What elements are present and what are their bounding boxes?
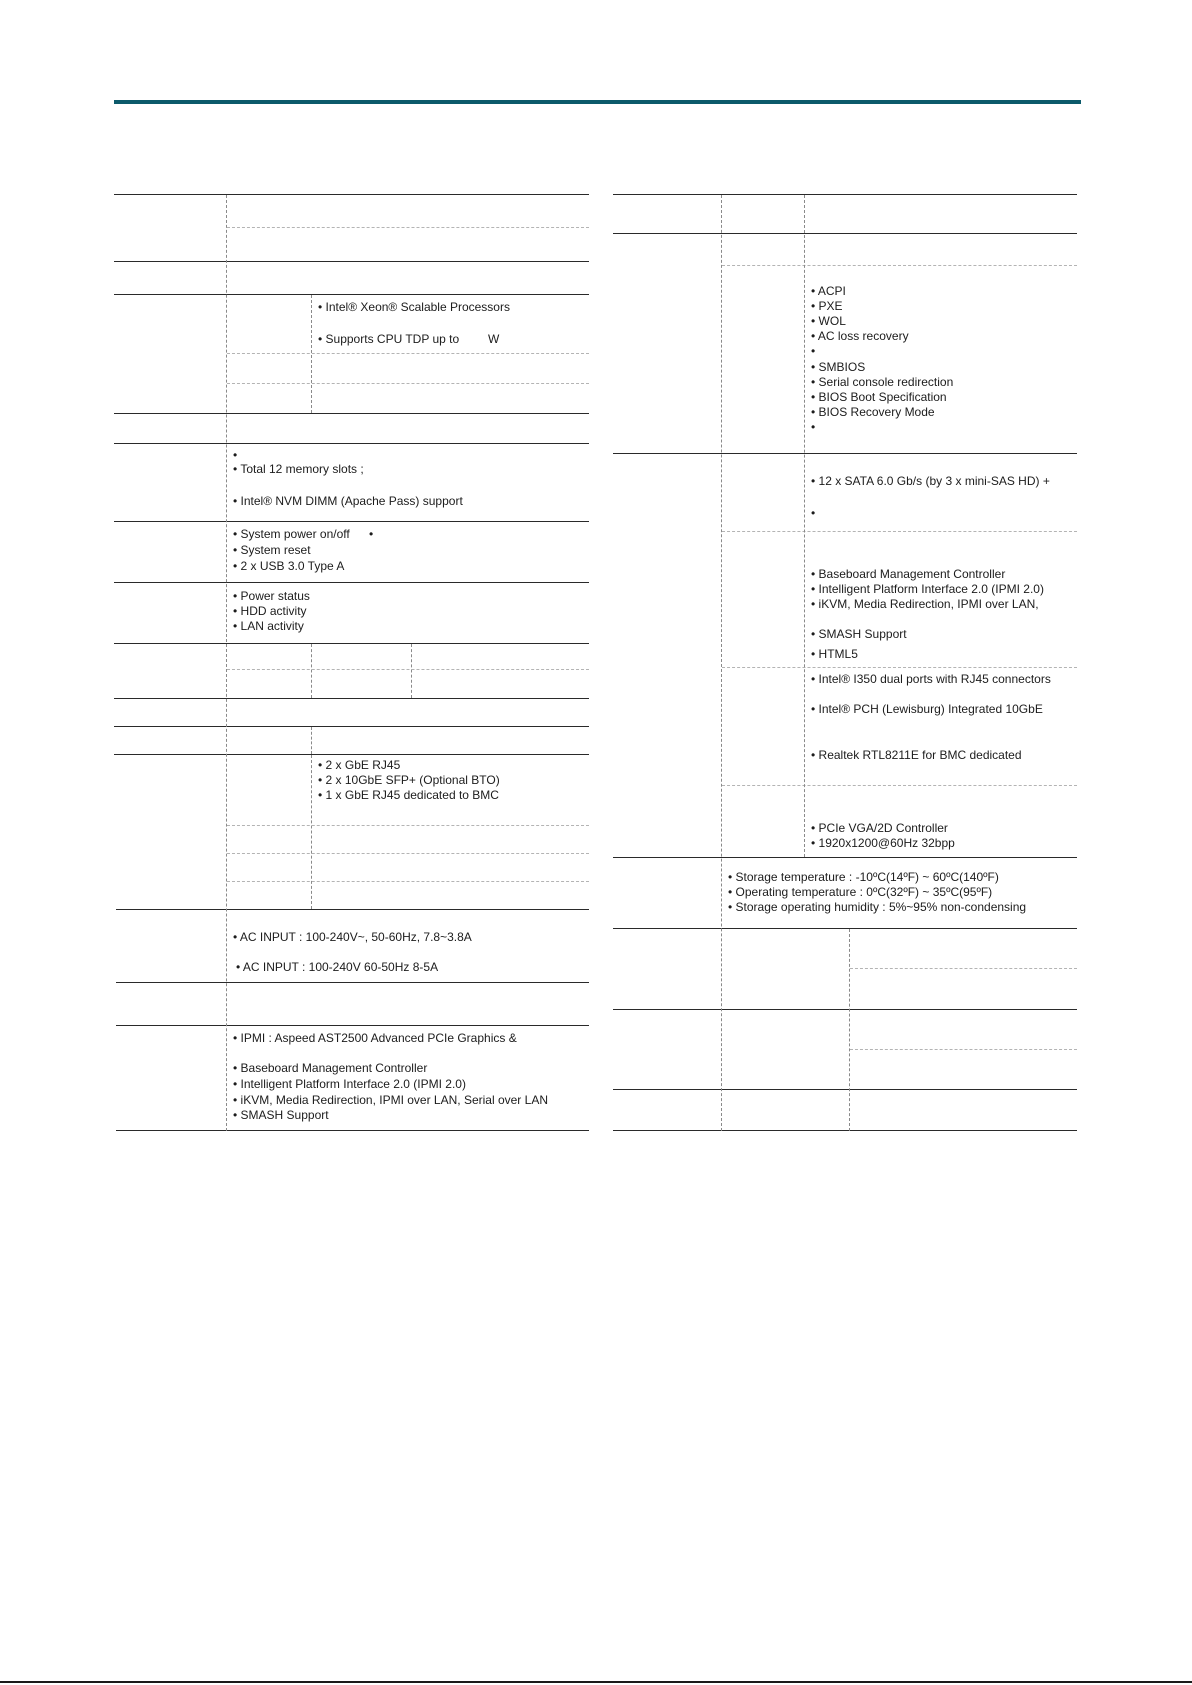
bmc-html5: • HTML5: [811, 647, 858, 661]
front-usb: • 2 x USB 3.0 Type A: [233, 559, 345, 573]
power-ac-input-2: • AC INPUT : 100-240V 60-50Hz 8-5A: [236, 960, 439, 974]
table-rule: [114, 521, 589, 522]
mgmt-smash: • SMASH Support: [233, 1108, 329, 1122]
table-rule: [114, 443, 589, 444]
table-subrule: [227, 881, 589, 882]
table-rule: [114, 726, 589, 727]
memory-bullet: •: [233, 448, 238, 462]
table-subrule: [722, 265, 1077, 266]
table-rule: [613, 233, 1077, 234]
led-hdd-activity: • HDD activity: [233, 604, 307, 618]
table-column-rule: [311, 644, 312, 698]
network-pch-10gbe: • Intel® PCH (Lewisburg) Integrated 10GbE: [811, 702, 1043, 716]
table-subrule: [227, 383, 589, 384]
table-subrule: [722, 785, 1077, 786]
bios-bullet: •: [811, 344, 816, 358]
table-rule: [613, 857, 1077, 858]
table-rule: [613, 1009, 1077, 1010]
bios-recovery: • BIOS Recovery Mode: [811, 405, 935, 419]
table-rule: [116, 1130, 589, 1131]
table-column-rule: [311, 755, 312, 909]
front-button-bullet: •: [369, 527, 374, 541]
table-rule: [114, 294, 589, 295]
table-subrule: [227, 853, 589, 854]
cpu-tdp: • Supports CPU TDP up to: [318, 332, 460, 346]
table-subrule: [227, 669, 589, 670]
footer-rule: [0, 1681, 1192, 1683]
lan-gbe: • 2 x GbE RJ45: [318, 758, 401, 772]
header-rule: [114, 100, 1081, 104]
front-button-power: • System power on/off: [233, 527, 350, 541]
table-rule: [114, 754, 589, 755]
led-lan-activity: • LAN activity: [233, 619, 304, 633]
table-subrule: [722, 667, 1077, 668]
led-power-status: • Power status: [233, 589, 310, 603]
table-rule: [613, 1130, 1077, 1131]
table-rule: [114, 582, 589, 583]
table-column-rule: [311, 295, 312, 413]
memory-nvdimm: • Intel® NVM DIMM (Apache Pass) support: [233, 494, 463, 508]
table-column-rule: [849, 929, 850, 1131]
table-subrule: [722, 531, 1077, 532]
env-humidity: • Storage operating humidity : 5%~95% non-condensing: [728, 900, 1027, 914]
bios-boot-spec: • BIOS Boot Specification: [811, 390, 947, 404]
table-rule: [613, 928, 1077, 929]
network-i350: • Intel® I350 dual ports with RJ45 connectors: [811, 672, 1051, 686]
bios-smbios: • SMBIOS: [811, 360, 866, 374]
mgmt-ipmi: • IPMI : Aspeed AST2500 Advanced PCIe Graphics &: [233, 1031, 517, 1045]
table-rule: [114, 698, 589, 699]
table-rule: [114, 261, 589, 262]
table-rule: [114, 643, 589, 644]
graphics-vga: • PCIe VGA/2D Controller: [811, 821, 948, 835]
front-button-reset: • System reset: [233, 543, 311, 557]
bios-wol: • WOL: [811, 314, 846, 328]
bios-pxe: • PXE: [811, 299, 843, 313]
bios-serial-console: • Serial console redirection: [811, 375, 954, 389]
mgmt-ipmi2: • Intelligent Platform Interface 2.0 (IPMI 2.0): [233, 1077, 466, 1091]
table-rule: [114, 413, 589, 414]
memory-slots: • Total 12 memory slots ;: [233, 462, 364, 476]
cpu-processors: • Intel® Xeon® Scalable Processors: [318, 300, 510, 314]
bios-acpi: • ACPI: [811, 284, 846, 298]
table-rule: [613, 194, 1077, 195]
network-realtek: • Realtek RTL8211E for BMC dedicated: [811, 748, 1022, 762]
bmc-smash: • SMASH Support: [811, 627, 907, 641]
graphics-resolution: • 1920x1200@60Hz 32bpp: [811, 836, 955, 850]
table-column-rule: [311, 727, 312, 754]
storage-sata: • 12 x SATA 6.0 Gb/s (by 3 x mini-SAS HD) +: [811, 474, 1050, 488]
table-subrule: [227, 825, 589, 826]
lan-10gbe: • 2 x 10GbE SFP+ (Optional BTO): [318, 773, 500, 787]
table-subrule: [227, 227, 589, 228]
table-rule: [613, 453, 1077, 454]
env-storage-temp: • Storage temperature : -10ºC(14ºF) ~ 60ºC(140ºF): [728, 870, 999, 884]
env-operating-temp: • Operating temperature : 0ºC(32ºF) ~ 35ºC(95ºF): [728, 885, 993, 899]
lan-bmc: • 1 x GbE RJ45 dedicated to BMC: [318, 788, 499, 802]
table-column-rule: [804, 195, 805, 857]
bmc-ipmi2: • Intelligent Platform Interface 2.0 (IPMI 2.0): [811, 582, 1044, 596]
cpu-tdp-unit: W: [488, 332, 500, 346]
table-rule: [116, 909, 589, 910]
mgmt-bmc: • Baseboard Management Controller: [233, 1061, 428, 1075]
bios-bullet-2: •: [811, 420, 816, 434]
table-rule: [114, 194, 589, 195]
mgmt-ikvm: • iKVM, Media Redirection, IPMI over LAN, Serial over LAN: [233, 1093, 548, 1107]
table-column-rule: [411, 644, 412, 698]
table-column-rule: [721, 195, 722, 1131]
storage-bullet: •: [811, 506, 816, 520]
bios-ac-loss: • AC loss recovery: [811, 329, 909, 343]
table-rule: [613, 1089, 1077, 1090]
power-ac-input-1: • AC INPUT : 100-240V~, 50-60Hz, 7.8~3.8A: [233, 930, 472, 944]
table-rule: [116, 1025, 589, 1026]
table-column-rule: [226, 195, 227, 1131]
bmc-controller: • Baseboard Management Controller: [811, 567, 1006, 581]
table-rule: [116, 982, 589, 983]
table-subrule: [227, 353, 589, 354]
bmc-ikvm: • iKVM, Media Redirection, IPMI over LAN,: [811, 597, 1039, 611]
table-subrule: [850, 1049, 1077, 1050]
table-subrule: [850, 968, 1077, 969]
